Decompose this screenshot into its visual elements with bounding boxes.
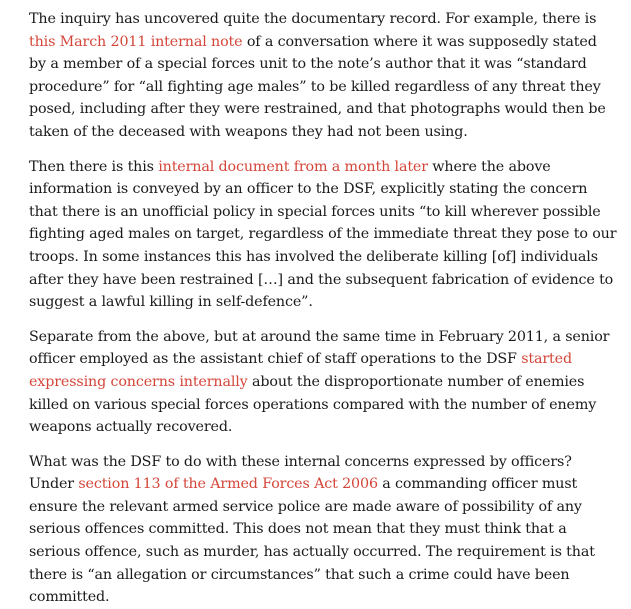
paragraph-3 [29,326,617,439]
paragraph-1 [29,8,617,144]
link-started-expressing-concerns[interactable]: started expressing concerns internally [29,351,572,390]
paragraph-1-text-1: The inquiry has uncovered quite the documentary record. For example, there is [29,11,597,27]
link-internal-document-month-later[interactable]: internal document from a month later [158,158,428,175]
paragraph-1-text-2: of a conversation where it was supposedly stated by a member of a special forces unit to the note’s author that it was “standard procedure” for “all fighting age males” to be killed regardless of any threat they posed, including after they were restrained, and that photographs would then be taken of the deceased with weapons they had not been using. [29,33,606,140]
link-section-113-armed-forces-act[interactable]: section 113 of the Armed Forces Act 2006 [78,476,378,493]
paragraph-2-text-1: Then there is this [29,158,159,175]
paragraph-2-text-2: where the above information is conveyed by an officer to the DSF, explicitly stating the concern that there is an unofficial policy in special forces units “to kill wherever possible fighting aged males on target, regardless of the immediate threat they pose to our troops. In some instances this has involved the deliberate killing [of] individuals after they have been restrained […] and the subsequent fabrication of evidence to suggest a lawful killing in self-defence”. [29,158,617,311]
link-march-2011-internal-note[interactable]: this March 2011 internal note [29,33,243,50]
paragraph-4-text-2: a commanding officer must ensure the relevant armed service police are made aware of possibility of any serious offences committed. This does not mean that they must think that a serious offence, such as murder, has actually occurred. The requirement is that there is “an allegation or circumstances” that such a crime could have been committed. [29,476,595,606]
paragraph-3-text-1: Separate from the above, but at around the same time in February 2011, a senior officer employed as the assistant chief of staff operations to the DSF [29,328,610,368]
paragraph-3-text-2: about the disproportionate number of enemies killed on various special forces operations compared with the number of enemy weapons actually recovered. [29,373,597,436]
paragraph-4 [29,451,617,609]
paragraph-4-text-1: What was the DSF to do with these internal concerns expressed by officers? Under [29,453,572,493]
paragraph-2 [29,156,617,314]
